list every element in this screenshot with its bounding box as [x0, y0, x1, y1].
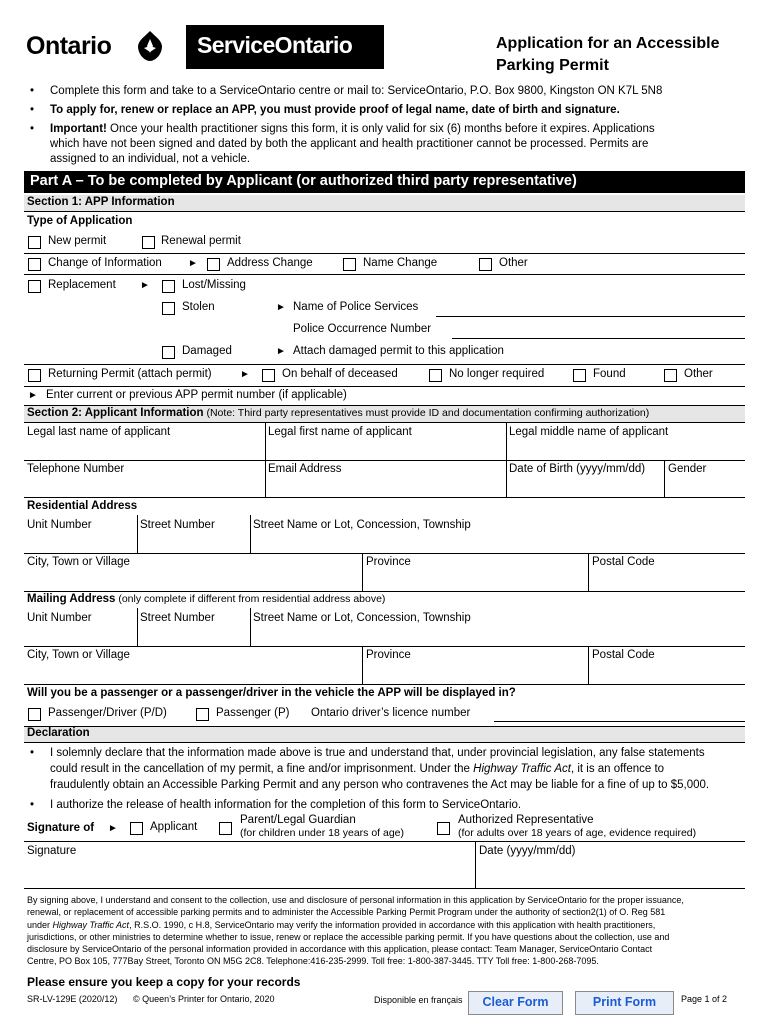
mailing-address-note: (only complete if different from residential address above): [115, 593, 386, 605]
form-title-line2: Parking Permit: [496, 57, 609, 74]
bullet-dot: •: [30, 123, 35, 135]
bullet-dot: •: [30, 747, 35, 759]
address-change-label: Address Change: [227, 257, 313, 269]
highway-traffic-act: Highway Traffic Act: [473, 763, 571, 775]
stolen-checkbox[interactable]: [162, 302, 175, 315]
postal-code-label: Postal Code: [592, 649, 655, 661]
declaration-line2-b: , it is an offence to: [570, 763, 665, 775]
passenger-checkbox[interactable]: [196, 708, 209, 721]
other-change-label: Other: [499, 257, 528, 269]
stolen-label: Stolen: [182, 301, 215, 313]
signature-label: Signature: [27, 845, 77, 857]
signature-of-label: Signature of: [27, 822, 95, 834]
no-longer-required-checkbox[interactable]: [429, 369, 442, 382]
form-title-line1: Application for an Accessible: [496, 35, 720, 52]
section2-title: [27, 407, 649, 419]
declaration-title: Declaration: [27, 727, 90, 739]
police-services-field[interactable]: [436, 316, 745, 317]
other-change-checkbox[interactable]: [479, 258, 492, 271]
province-label: Province: [366, 556, 411, 568]
police-occurrence-field[interactable]: [452, 338, 745, 339]
intro-bullet-2: To apply for, renew or replace an APP, you must provide proof of legal name, date of birth and signature.: [50, 104, 620, 116]
section2-title-bold: Section 2: Applicant Information: [27, 407, 204, 419]
applicant-checkbox[interactable]: [130, 822, 143, 835]
section1-title: Section 1: APP Information: [27, 196, 175, 208]
declaration-line2-a: could result in the cancellation of my permit, a fine and/or imprisonment. Under the: [50, 763, 474, 775]
type-of-application-label: Type of Application: [27, 215, 133, 227]
intro-bullet-3-line3: assigned to an individual, not a vehicle.: [50, 153, 251, 165]
passenger-driver-checkbox[interactable]: [28, 708, 41, 721]
privacy-line6: Centre, PO Box 105, 777Bay Street, Toronto ON M5G 2C8. Telephone:416-235-2999. Toll free: 1-800-387-3445. TTY Toll free: 1-800-268-7095.: [27, 956, 599, 967]
name-change-label: Name Change: [363, 257, 438, 269]
applicant-label: Applicant: [150, 821, 198, 833]
name-change-checkbox[interactable]: [343, 258, 356, 271]
returning-permit-label: Returning Permit (attach permit): [48, 368, 212, 380]
arrow-right-icon: ►: [240, 369, 250, 380]
arrow-right-icon: ►: [188, 258, 198, 269]
residential-address-label: Residential Address: [27, 500, 138, 512]
province-label: Province: [366, 649, 411, 661]
new-permit-label: New permit: [48, 235, 107, 247]
replacement-checkbox[interactable]: [28, 280, 41, 293]
replacement-label: Replacement: [48, 279, 116, 291]
change-info-label: Change of Information: [48, 257, 162, 269]
street-number-label: Street Number: [140, 519, 215, 531]
intro-bullet-3-line2: which have not been signed and dated by both the applicant and health practitioner cannot be processed. Permits are: [50, 138, 649, 150]
passenger-question: Will you be a passenger or a passenger/driver in the vehicle the APP will be displayed in?: [27, 687, 516, 699]
postal-code-label: Postal Code: [592, 556, 655, 568]
serviceontario-logo-text: ServiceOntario: [197, 32, 353, 58]
street-number-label: Street Number: [140, 612, 215, 624]
arrow-right-icon: ►: [28, 390, 38, 401]
city-label: City, Town or Village: [27, 556, 130, 568]
unit-number-label: Unit Number: [27, 612, 92, 624]
ontario-trillium-icon: [137, 30, 163, 62]
ontario-logo-text: Ontario: [26, 32, 112, 60]
renewal-permit-label: Renewal permit: [161, 235, 241, 247]
first-name-label: Legal first name of applicant: [268, 426, 412, 438]
privacy-line3-b: , R.S.O. 1990, c H.8, ServiceOntario may verify the information provided in accordance with this application with health practitioners,: [129, 919, 656, 930]
page-number: Page 1 of 2: [681, 994, 728, 1004]
representative-checkbox[interactable]: [437, 822, 450, 835]
arrow-right-icon: ►: [140, 280, 150, 291]
new-permit-checkbox[interactable]: [28, 236, 41, 249]
declaration-line2: [50, 763, 664, 775]
guardian-label: Parent/Legal Guardian: [240, 814, 356, 826]
middle-name-label: Legal middle name of applicant: [509, 426, 669, 438]
deceased-label: On behalf of deceased: [282, 368, 398, 380]
unit-number-label: Unit Number: [27, 519, 92, 531]
deceased-checkbox[interactable]: [262, 369, 275, 382]
guardian-checkbox[interactable]: [219, 822, 232, 835]
arrow-right-icon: ►: [276, 302, 286, 313]
important-label: Important!: [50, 123, 107, 135]
found-checkbox[interactable]: [573, 369, 586, 382]
dob-label: Date of Birth (yyyy/mm/dd): [509, 463, 646, 475]
copyright: © Queen’s Printer for Ontario, 2020: [133, 994, 275, 1004]
passenger-label: Passenger (P): [216, 707, 290, 719]
bullet-dot: •: [30, 85, 35, 97]
declaration-line4: I authorize the release of health information for the completion of this form to ServiceOntario.: [50, 799, 522, 811]
intro-bullet-1: Complete this form and take to a ServiceOntario centre or mail to: ServiceOntario, P.O. Box 9800, Kingston ON K7L 5N8: [50, 85, 663, 97]
representative-note: (for adults over 18 years of age, evidence required): [458, 827, 697, 839]
bullet-dot: •: [30, 799, 35, 811]
privacy-line5: disclosure by ServiceOntario of the personal information provided in accordance with this application, please contact: Team Manager, ServiceOntario Contact: [27, 944, 653, 955]
keep-copy-note: Please ensure you keep a copy for your records: [27, 975, 301, 989]
declaration-line1: I solemnly declare that the information made above is true and understand that, under provincial legislation, any false statements: [50, 747, 705, 759]
clear-form-button[interactable]: Clear Form: [468, 991, 563, 1015]
renewal-permit-checkbox[interactable]: [142, 236, 155, 249]
change-info-checkbox[interactable]: [28, 258, 41, 271]
police-services-label: Name of Police Services: [293, 301, 419, 313]
bullet-dot: •: [30, 104, 35, 116]
street-name-label: Street Name or Lot, Concession, Township: [253, 519, 471, 531]
police-occurrence-label: Police Occurrence Number: [293, 323, 432, 335]
print-form-button[interactable]: Print Form: [575, 991, 674, 1015]
privacy-line3: [27, 919, 684, 931]
last-name-label: Legal last name of applicant: [27, 426, 171, 438]
privacy-act-name: Highway Traffic Act: [52, 919, 130, 930]
mailing-address-bold: Mailing Address: [27, 593, 116, 605]
attach-damaged-label: Attach damaged permit to this application: [293, 345, 504, 357]
licence-number-label: Ontario driver’s licence number: [311, 707, 471, 719]
mailing-address-label: [27, 593, 385, 605]
part-a-title: Part A – To be completed by Applicant (or authorized third party representative): [30, 173, 577, 189]
telephone-label: Telephone Number: [27, 463, 125, 475]
section2-note: (Note: Third party representatives must provide ID and documentation confirming authorization): [203, 407, 650, 419]
french-available: Disponible en français: [374, 995, 463, 1005]
intro-bullet-3: [50, 123, 655, 135]
passenger-driver-label: Passenger/Driver (P/D): [48, 707, 167, 719]
arrow-right-icon: ►: [108, 823, 118, 834]
damaged-label: Damaged: [182, 345, 232, 357]
address-change-checkbox[interactable]: [207, 258, 220, 271]
arrow-right-icon: ►: [276, 346, 286, 357]
privacy-line3-a: under: [27, 919, 53, 930]
form-code: SR-LV-129E (2020/12): [27, 994, 118, 1004]
privacy-line4: jurisdictions, or other ministries to determine whether to issue, renew or replace the accessible parking permit. If you have questions about the collection, use and: [27, 931, 670, 942]
declaration-header-bg: [24, 726, 745, 742]
city-label: City, Town or Village: [27, 649, 130, 661]
guardian-note: (for children under 18 years of age): [240, 827, 405, 839]
intro-bullet-3-text: Once your health practitioner signs this form, it is only valid for six (6) months before it expires. Applications: [106, 123, 655, 135]
licence-number-field[interactable]: [494, 721, 745, 722]
privacy-line2: renewal, or replacement of accessible parking permits and to administer the Accessible Parking Permit Program under the authority of section2(1) of O. Reg 581: [27, 907, 666, 918]
no-longer-required-label: No longer required: [449, 368, 545, 380]
damaged-checkbox[interactable]: [162, 346, 175, 359]
lost-missing-checkbox[interactable]: [162, 280, 175, 293]
declaration-line3: fraudulently obtain an Accessible Parking Permit and any person who contravenes the Act may be liable for a fine of up to $5,000.: [50, 779, 710, 791]
other-return-checkbox[interactable]: [664, 369, 677, 382]
lost-missing-label: Lost/Missing: [182, 279, 246, 291]
street-name-label: Street Name or Lot, Concession, Township: [253, 612, 471, 624]
date-label: Date (yyyy/mm/dd): [479, 845, 576, 857]
gender-label: Gender: [668, 463, 707, 475]
privacy-line1: By signing above, I understand and consent to the collection, use and disclosure of personal information in this application by ServiceOntario for the proper issuance,: [27, 895, 684, 905]
found-label: Found: [593, 368, 626, 380]
current-permit-number-label: Enter current or previous APP permit number (if applicable): [46, 389, 347, 401]
email-label: Email Address: [268, 463, 342, 475]
representative-label: Authorized Representative: [458, 814, 594, 826]
other-return-label: Other: [684, 368, 713, 380]
returning-permit-checkbox[interactable]: [28, 369, 41, 382]
